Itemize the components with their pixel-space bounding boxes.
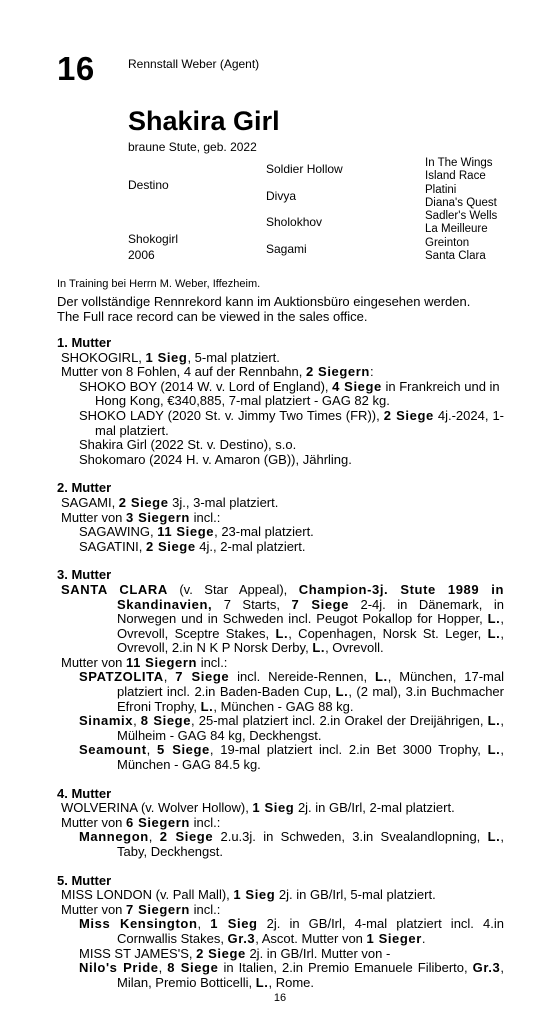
bold-run: Miss Kensington: [79, 916, 198, 932]
bold-run: 3 Siegern: [126, 509, 190, 525]
consignor: Rennstall Weber (Agent): [128, 57, 260, 71]
bold-run: 8 Siege: [167, 960, 219, 976]
bold-run: L.: [255, 974, 269, 990]
pedigree-sire-sire: Soldier Hollow: [266, 162, 343, 176]
bold-run: 1 Sieg: [233, 887, 276, 903]
dam5-grand-produce-item: Nilo's Pride, 8 Siege in Italien, 2.in Premio Emanuele Filiberto, Gr.3, Milan, Premio Botticelli, L., Rome.: [79, 960, 504, 990]
bold-run: L.: [487, 611, 501, 627]
pedigree-sire: Destino: [128, 178, 169, 192]
pedigree-gen3-item: In The Wings: [425, 157, 493, 169]
bold-run: Sinamix: [79, 713, 134, 729]
bold-run: 1 Sieg: [210, 916, 258, 932]
dam5-produce-item: MISS ST JAMES'S, 2 Siege 2j. in GB/Irl. Mutter von -: [79, 945, 391, 961]
bold-run: L.: [487, 713, 501, 729]
pedigree-gen3-item: Island Race: [425, 170, 486, 183]
dam2-produce-item: SAGATINI, 2 Siege 4j., 2-mal platziert.: [79, 538, 306, 554]
bold-run: SPATZOLITA: [79, 669, 164, 685]
bold-run: Gr.3: [227, 930, 256, 946]
dam2-produce-item: SAGAWING, 11 Siege, 23-mal platziert.: [79, 524, 314, 540]
bold-run: 7 Siege: [291, 596, 350, 612]
dam5-record: MISS LONDON (v. Pall Mall), 1 Sieg 2j. in GB/Irl, 5-mal platziert.: [61, 887, 436, 903]
dam5-heading: 5. Mutter: [57, 872, 112, 888]
page-number: 16: [273, 992, 287, 1004]
pedigree-gen3-item: Sadler's Wells: [425, 210, 498, 223]
bold-run: Champion-3j. Stute 1989 in Skandinavien,: [117, 581, 505, 612]
bold-run: 6 Siegern: [126, 814, 190, 830]
race-record-de: Der vollständige Rennrekord kann im Auktionsbüro eingesehen werden.: [57, 294, 471, 309]
pedigree-dam-year: 2006: [128, 248, 155, 262]
pedigree-dam-dam: Sagami: [266, 242, 307, 256]
dam1-produce-summary: Mutter von 8 Fohlen, 4 auf der Rennbahn, 2 Siegern:: [61, 364, 374, 380]
bold-run: 2 Siegern: [306, 364, 370, 380]
dam4-produce-summary: Mutter von 6 Siegern incl.:: [61, 814, 221, 830]
race-record-note: [57, 294, 470, 324]
bold-run: 11 Siegern: [126, 654, 198, 670]
bold-run: SANTA CLARA: [61, 581, 168, 597]
bold-run: L.: [200, 698, 214, 714]
pedigree-gen3-item: Santa Clara: [425, 250, 486, 263]
bold-run: 1 Sieg: [145, 349, 188, 365]
bold-run: L.: [335, 684, 349, 700]
bold-run: 7 Siege: [175, 669, 230, 685]
bold-run: 2 Siege: [159, 829, 214, 845]
pedigree-dam-sire: Sholokhov: [266, 215, 323, 229]
bold-run: 7 Siegern: [126, 901, 190, 917]
bold-run: L.: [375, 669, 388, 685]
bold-run: 2 Siege: [196, 945, 246, 961]
bold-run: Seamount: [79, 742, 147, 758]
dam3-heading: 3. Mutter: [57, 567, 112, 583]
family-section: [57, 336, 504, 990]
bold-run: 11 Siege: [157, 524, 215, 540]
bold-run: 1 Sieger: [366, 930, 422, 946]
dam3-produce-item: SPATZOLITA, 7 Siege incl. Nereide-Rennen, L., München, 17-mal platziert incl. 2.in Baden-Baden Cup, L., (2 mal), 3.in Buchmacher Efroni Trophy, L., München - GAG 88 kg.: [79, 669, 504, 714]
pedigree-sire-dam: Divya: [266, 189, 297, 203]
dam4-record: WOLVERINA (v. Wolver Hollow), 1 Sieg 2j. in GB/Irl, 2-mal platziert.: [61, 800, 455, 816]
dam1-record: SHOKOGIRL, 1 Sieg, 5-mal platziert.: [61, 349, 280, 365]
dam2-produce-summary: Mutter von 3 Siegern incl.:: [61, 509, 221, 525]
pedigree-dam: Shokogirl: [128, 232, 179, 246]
horse-description: braune Stute, geb. 2022: [128, 140, 257, 154]
dam4-heading: 4. Mutter: [57, 785, 112, 801]
pedigree-gen3-item: Platini: [425, 183, 457, 196]
pedigree-gen3-list: [425, 157, 497, 263]
bold-run: 8 Siege: [140, 713, 192, 729]
dam3-produce-item: Sinamix, 8 Siege, 25-mal platziert incl. 2.in Orakel der Dreijährigen, L., Mülheim - GAG 84 kg, Deckhengst.: [79, 713, 505, 743]
dam2-record: SAGAMI, 2 Siege 3j., 3-mal platziert.: [61, 494, 279, 510]
bold-run: L.: [487, 625, 501, 641]
race-record-en: The Full race record can be viewed in the sales office.: [57, 309, 368, 324]
dam3-produce-item: Seamount, 5 Siege, 19-mal platziert incl. 2.in Bet 3000 Trophy, L., München - GAG 84.5 kg.: [79, 742, 504, 773]
dam1-produce-item: Shokomaro (2024 H. v. Amaron (GB)), Jährling.: [79, 451, 352, 467]
dam1-produce-item: SHOKO LADY (2020 St. v. Jimmy Two Times (FR)), 2 Siege 4j.-2024, 1-mal platziert.: [79, 407, 505, 438]
bold-run: 1 Sieg: [252, 800, 295, 816]
lot-number: 16: [57, 50, 95, 87]
pedigree-gen3-item: Greinton: [425, 236, 470, 249]
bold-run: Gr.3: [472, 960, 501, 976]
bold-run: 2 Siege: [118, 494, 169, 510]
dam1-heading: 1. Mutter: [57, 335, 112, 350]
pedigree-gen3-item: La Meilleure: [425, 223, 488, 236]
training-note: In Training bei Herrn M. Weber, Iffezheim.: [57, 278, 261, 290]
dam1-produce-item: Shakira Girl (2022 St. v. Destino), s.o.: [79, 437, 297, 453]
dam4-produce-item: Mannegon, 2 Siege 2.u.3j. in Schweden, 3.in Svealandlopning, L., Taby, Deckhengst.: [79, 829, 504, 859]
bold-run: Mannegon: [79, 829, 149, 845]
bold-run: L.: [487, 742, 501, 758]
dam5-produce-item: Miss Kensington, 1 Sieg 2j. in GB/Irl, 4-mal platziert incl. 4.in Cornwallis Stakes, Gr.3, Ascot. Mutter von 1 Sieger.: [79, 916, 504, 946]
bold-run: 4 Siege: [332, 378, 382, 394]
dam5-produce-summary: Mutter von 7 Siegern incl.:: [61, 901, 221, 917]
dam3-produce-summary: Mutter von 11 Siegern incl.:: [61, 654, 228, 670]
dam3-record: SANTA CLARA (v. Star Appeal), Champion-3j. Stute 1989 in Skandinavien, 7 Starts, 7 Siege 2-4j. in Dänemark, in Norwegen und in Schweden incl. Peugot Pokallop for Hopper, L., Ovrevoll, Sceptre Stakes, L., Copenhagen, Norsk St. Leger, L., Ovrevoll, 2.in N K P Norsk Derby, L., Ovrevoll.: [61, 581, 505, 656]
horse-name: Shakira Girl: [128, 106, 280, 136]
bold-run: 5 Siege: [157, 742, 210, 758]
pedigree-gen3-item: Diana's Quest: [425, 196, 497, 209]
bold-run: L.: [312, 640, 326, 656]
dam2-heading: 2. Mutter: [57, 480, 112, 496]
dam1-produce-item: SHOKO BOY (2014 W. v. Lord of England), 4 Siege in Frankreich und in Hong Kong, €340,885, 7-mal platziert - GAG 82 kg.: [79, 378, 500, 409]
bold-run: L.: [487, 829, 501, 845]
bold-run: 2 Siege: [383, 407, 434, 423]
bold-run: 2 Siege: [145, 538, 196, 554]
bold-run: Nilo's Pride: [79, 960, 159, 976]
bold-run: L.: [275, 625, 289, 641]
